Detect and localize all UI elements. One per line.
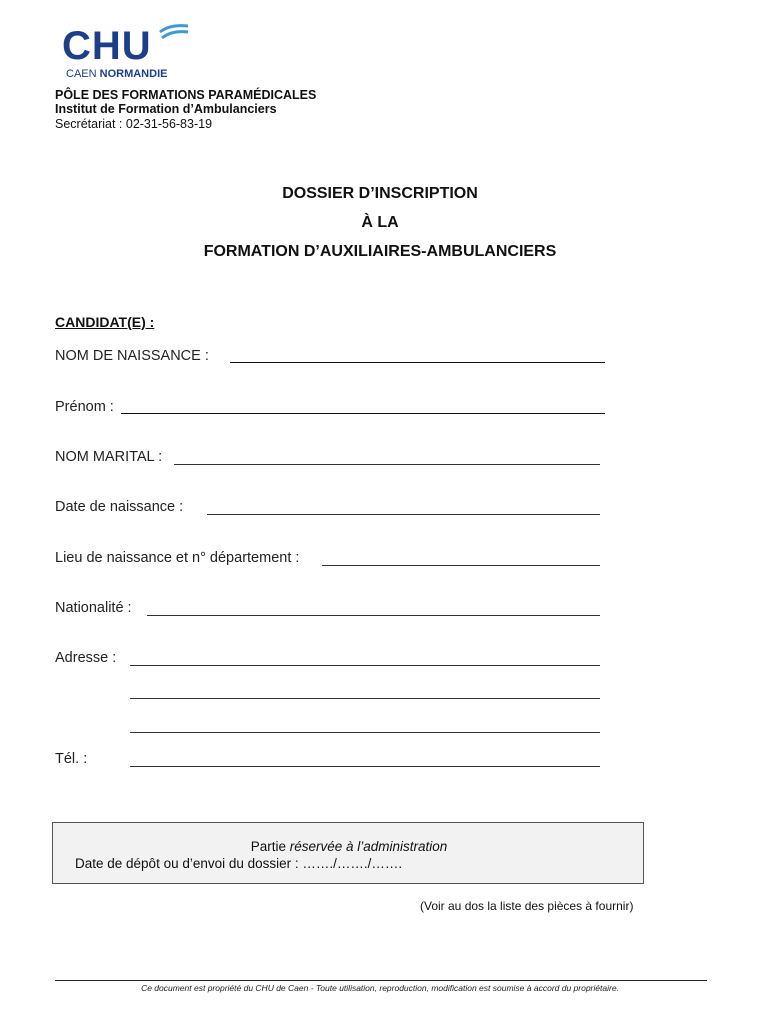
field-tel[interactable] [130,766,600,767]
field-adresse-line3[interactable] [130,732,600,733]
title-line2: À LA [361,214,399,231]
logo-subtitle [66,68,167,80]
logo-waves-icon [158,22,190,48]
field-lieu-naissance[interactable] [322,565,600,566]
label-nom-marital: NOM MARITAL : [55,449,163,465]
field-nationalite[interactable] [147,615,600,616]
label-tel: Tél. : [55,751,88,767]
section-candidat: CANDIDAT(E) : [55,314,155,330]
admin-title [53,839,645,854]
label-prenom: Prénom : [55,399,114,415]
label-date-naissance: Date de naissance : [55,499,184,515]
logo-wordmark: CHU [62,24,152,68]
header-secretariat: Secrétariat : 02-31-56-83-19 [55,117,213,131]
field-nom-naissance[interactable] [230,362,605,363]
label-adresse: Adresse : [55,650,117,666]
field-nom-marital[interactable] [174,464,600,465]
admin-title-normal: Partie [250,839,290,854]
header-pole: PÔLE DES FORMATIONS PARAMÉDICALES [55,88,317,102]
title-line1: DOSSIER D’INSCRIPTION [282,185,478,202]
pieces-note: (Voir au dos la liste des pièces à fournir) [420,899,634,913]
label-lieu-naissance: Lieu de naissance et n° département : [55,550,300,566]
logo-city: CAEN [66,68,97,80]
title-line3: FORMATION D’AUXILIAIRES-AMBULANCIERS [203,243,557,260]
footer-text: Ce document est propriété du CHU de Caen - Toute utilisation, reproduction, modification est soumise à accord du propriétaire. [141,983,619,993]
admin-box [52,822,644,884]
label-nom-naissance: NOM DE NAISSANCE : [55,348,209,364]
admin-date-label: Date de dépôt ou d’envoi du dossier : ……./……./……. [75,856,403,871]
admin-title-italic: réservée à l’administration [289,839,448,854]
field-adresse-line2[interactable] [130,698,600,699]
chu-logo [62,24,192,82]
field-prenom[interactable] [121,413,605,414]
field-date-naissance[interactable] [207,514,600,515]
header-institut: Institut de Formation d’Ambulanciers [55,102,277,116]
label-nationalite: Nationalité : [55,600,132,616]
logo-region: NORMANDIE [99,68,168,80]
field-adresse-line1[interactable] [130,665,600,666]
footer-divider [55,980,707,981]
